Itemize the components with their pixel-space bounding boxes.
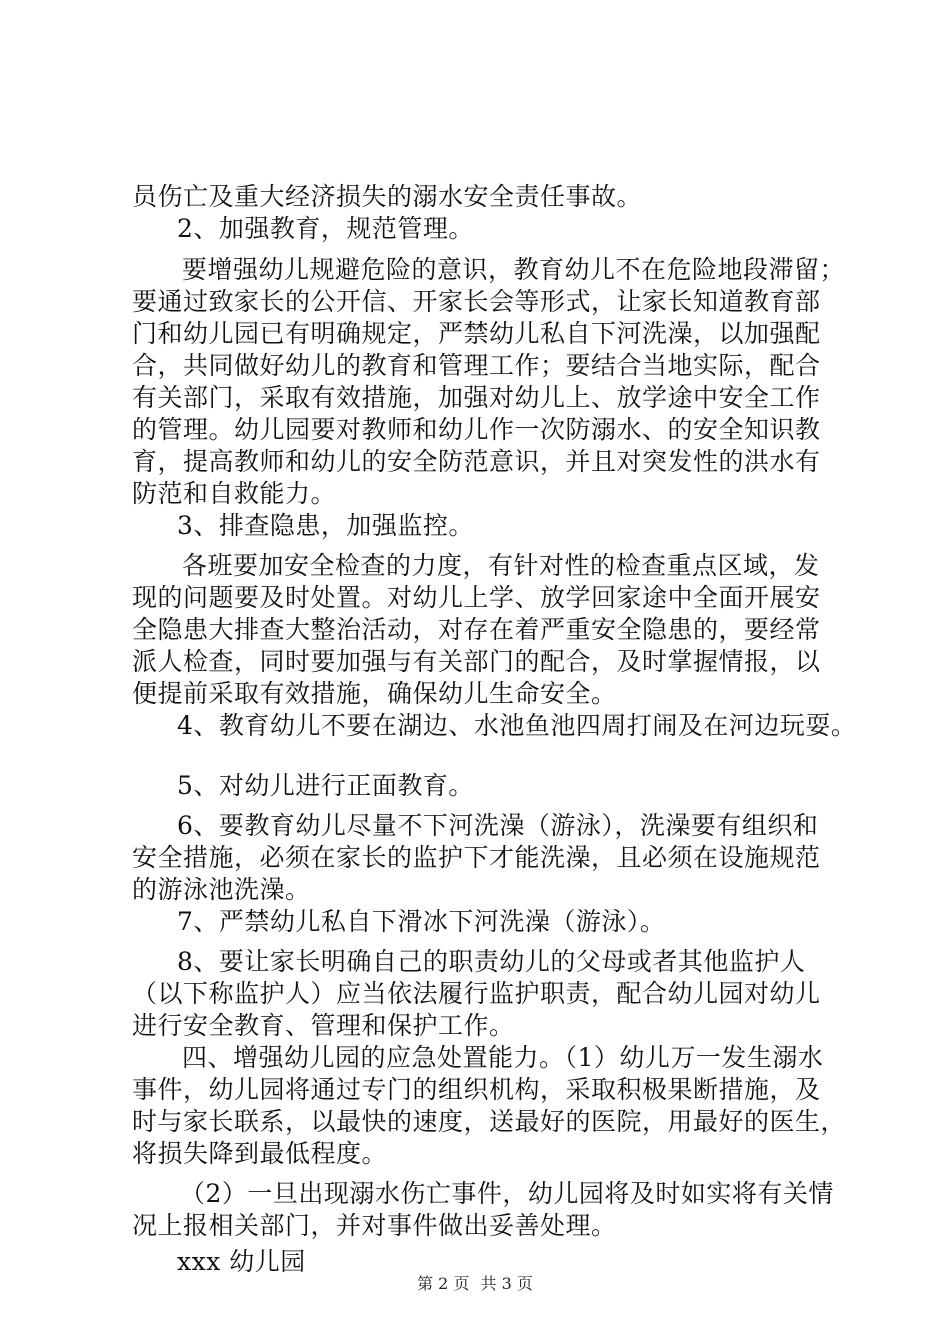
- text-line: 合，共同做好幼儿的教育和管理工作；要结合当地实际，配合: [132, 351, 821, 380]
- text-line: 派人检查，同时要加强与有关部门的配合，及时掌握情报，以: [132, 647, 821, 676]
- text-line: 事件，幼儿园将通过专门的组织机构，采取积极果断措施，及: [132, 1075, 821, 1104]
- signature-line: xxx 幼儿园: [177, 1247, 306, 1276]
- text-line: 要增强幼儿规避危险的意识，教育幼儿不在危险地段滞留；: [182, 255, 846, 284]
- text-line: 门和幼儿园已有明确规定，严禁幼儿私自下河洗澡，以加强配: [132, 319, 821, 348]
- text-line: 况上报相关部门，并对事件做出妥善处理。: [132, 1211, 617, 1240]
- text-line: 防范和自救能力。: [132, 479, 337, 508]
- text-line: 2、加强教育，规范管理。: [177, 214, 474, 243]
- text-line: 8、要让家长明确自己的职责幼儿的父母或者其他监护人: [177, 947, 806, 976]
- text-line: 7、严禁幼儿私自下滑冰下河洗澡（游泳）。: [177, 907, 666, 936]
- text-line: 有关部门，采取有效措施，加强对幼儿上、放学途中安全工作: [132, 383, 821, 412]
- text-line: 员伤亡及重大经济损失的溺水安全责任事故。: [132, 182, 643, 211]
- text-line: 进行安全教育、管理和保护工作。: [132, 1011, 515, 1040]
- text-line: 将损失降到最低程度。: [132, 1139, 388, 1168]
- text-line: 要通过致家长的公开信、开家长会等形式，让家长知道教育部: [132, 287, 821, 316]
- text-line: 4、教育幼儿不要在湖边、水池鱼池四周打闹及在河边玩耍。: [177, 711, 857, 740]
- text-line: 3、排查隐患，加强监控。: [177, 511, 474, 540]
- text-line: 育，提高教师和幼儿的安全防范意识，并且对突发性的洪水有: [132, 447, 821, 476]
- text-line: （2）一旦出现溺水伤亡事件，幼儿园将及时如实将有关情: [180, 1179, 834, 1208]
- page-total: 共 3 页: [480, 1274, 533, 1293]
- text-line: 全隐患大排查大整治活动，对存在着严重安全隐患的，要经常: [132, 615, 821, 644]
- text-line: （以下称监护人）应当依法履行监护职责，配合幼儿园对幼儿: [132, 979, 821, 1008]
- text-line: 的管理。幼儿园要对教师和幼儿作一次防溺水、的安全知识教: [132, 415, 821, 444]
- text-line: 便提前采取有效措施，确保幼儿生命安全。: [132, 679, 617, 708]
- text-line: 时与家长联系，以最快的速度，送最好的医院，用最好的医生，: [132, 1107, 847, 1136]
- text-line: 现的问题要及时处置。对幼儿上学、放学回家途中全面开展安: [132, 583, 821, 612]
- text-line: 各班要加安全检查的力度，有针对性的检查重点区域，发: [182, 551, 820, 580]
- page-footer: [0, 1274, 950, 1294]
- text-line: 四、增强幼儿园的应急处置能力。（1）幼儿万一发生溺水: [182, 1043, 824, 1072]
- text-line: 6、要教育幼儿尽量不下河洗澡（游泳），洗澡要有组织和: [177, 811, 819, 840]
- text-line: 的游泳池洗澡。: [132, 875, 311, 904]
- text-line: 安全措施，必须在家长的监护下才能洗澡，且必须在设施规范: [132, 843, 821, 872]
- text-line: 5、对幼儿进行正面教育。: [177, 771, 474, 800]
- page-number: 第 2 页: [417, 1274, 470, 1293]
